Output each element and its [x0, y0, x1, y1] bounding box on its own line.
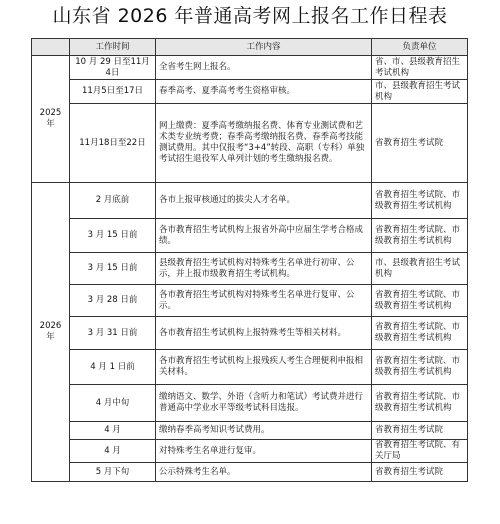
- table-row: [32, 183, 468, 219]
- unit-cell: 市、县级教育招生考试机构: [372, 253, 468, 285]
- header-time: 工作时间: [70, 39, 156, 56]
- time-cell: 11月5日至17日: [70, 80, 156, 104]
- content-cell: 缴纳语文、数学、外语（含听力和笔试）考试费并进行普通高中学业水平等级考试科目选报。: [156, 385, 372, 422]
- unit-cell: 省教育招生考试院: [372, 463, 468, 482]
- header-content: 工作内容: [156, 39, 372, 56]
- unit-cell: 省教育招生考试院、有关厅局: [372, 440, 468, 463]
- year-cell: 2025 年: [32, 56, 70, 183]
- unit-cell: 省教育招生考试院: [372, 104, 468, 183]
- schedule-table: [31, 38, 468, 482]
- year-cell: 2026 年: [32, 183, 70, 482]
- content-cell: 各市上报审核通过的拔尖人才名单。: [156, 183, 372, 219]
- table-row: [32, 56, 468, 80]
- header-year: [32, 39, 70, 56]
- table-row: [32, 285, 468, 317]
- unit-cell: 省教育招生考试院、市级教育招生考试机构: [372, 385, 468, 422]
- table-row: [32, 440, 468, 463]
- table-row: [32, 104, 468, 183]
- unit-cell: 省教育招生考试院、市级教育招生考试机构: [372, 285, 468, 317]
- unit-cell: 省教育招生考试院、市级教育招生考试机构: [372, 183, 468, 219]
- time-cell: 11月18日至22日: [70, 104, 156, 183]
- table-row: [32, 317, 468, 350]
- table-row: [32, 422, 468, 440]
- content-cell: 各市教育招生考试机构上报残疾人考生合理便利申报相关材料。: [156, 350, 372, 385]
- unit-cell: 省教育招生考试院、市级教育招生考试机构: [372, 350, 468, 385]
- content-cell: 对特殊考生名单进行复审。: [156, 440, 372, 463]
- content-cell: 各市教育招生考试机构上报特殊考生等相关材料。: [156, 317, 372, 350]
- table-row: [32, 219, 468, 253]
- page-title: 山东省 2026 年普通高考网上报名工作日程表: [52, 5, 448, 27]
- time-cell: 4 月中旬: [70, 385, 156, 422]
- time-cell: 10 月 29 日至11月4日: [70, 56, 156, 80]
- time-cell: 4 月: [70, 422, 156, 440]
- unit-cell: 省、市、县级教育招生考试机构: [372, 56, 468, 80]
- time-cell: 3 月 28 日前: [70, 285, 156, 317]
- content-cell: 缴纳春季高考知识考试费用。: [156, 422, 372, 440]
- time-cell: 5 月下旬: [70, 463, 156, 482]
- time-cell: 3 月 15 日前: [70, 253, 156, 285]
- unit-cell: 省教育招生考试院: [372, 422, 468, 440]
- unit-cell: 省教育招生考试院、市级教育招生考试机构: [372, 219, 468, 253]
- header-unit: 负责单位: [372, 39, 468, 56]
- time-cell: 4 月 1 日前: [70, 350, 156, 385]
- content-cell: 全省考生网上报名。: [156, 56, 372, 80]
- table-row: [32, 350, 468, 385]
- table-row: [32, 463, 468, 482]
- unit-cell: 市、县级教育招生考试机构: [372, 80, 468, 104]
- time-cell: 2 月底前: [70, 183, 156, 219]
- table-row: [32, 253, 468, 285]
- content-cell: 公示特殊考生名单。: [156, 463, 372, 482]
- content-cell: 各市教育招生考试机构对特殊考生名单进行复审、公示。: [156, 285, 372, 317]
- table-header-row: [32, 39, 468, 56]
- unit-cell: 省教育招生考试院、市级教育招生考试机构: [372, 317, 468, 350]
- time-cell: 3 月 15 日前: [70, 219, 156, 253]
- table-row: [32, 80, 468, 104]
- content-cell: 县级教育招生考试机构对特殊考生名单进行初审、公示，并上报市级教育招生考试机构。: [156, 253, 372, 285]
- content-cell: 网上缴费：夏季高考缴纳报名费、体育专业测试费和艺术类专业统考费；春季高考缴纳报名费、春季高考技能测试费用。其中仅报考“3+4”转段、高职（专科）单独考试招生退役军人单列计划的考生缴纳报名费。: [156, 104, 372, 183]
- content-cell: 各市教育招生考试机构上报省外高中应届生学考合格成绩。: [156, 219, 372, 253]
- time-cell: 4 月: [70, 440, 156, 463]
- content-cell: 春季高考、夏季高考考生资格审核。: [156, 80, 372, 104]
- time-cell: 3 月 31 日前: [70, 317, 156, 350]
- table-row: [32, 385, 468, 422]
